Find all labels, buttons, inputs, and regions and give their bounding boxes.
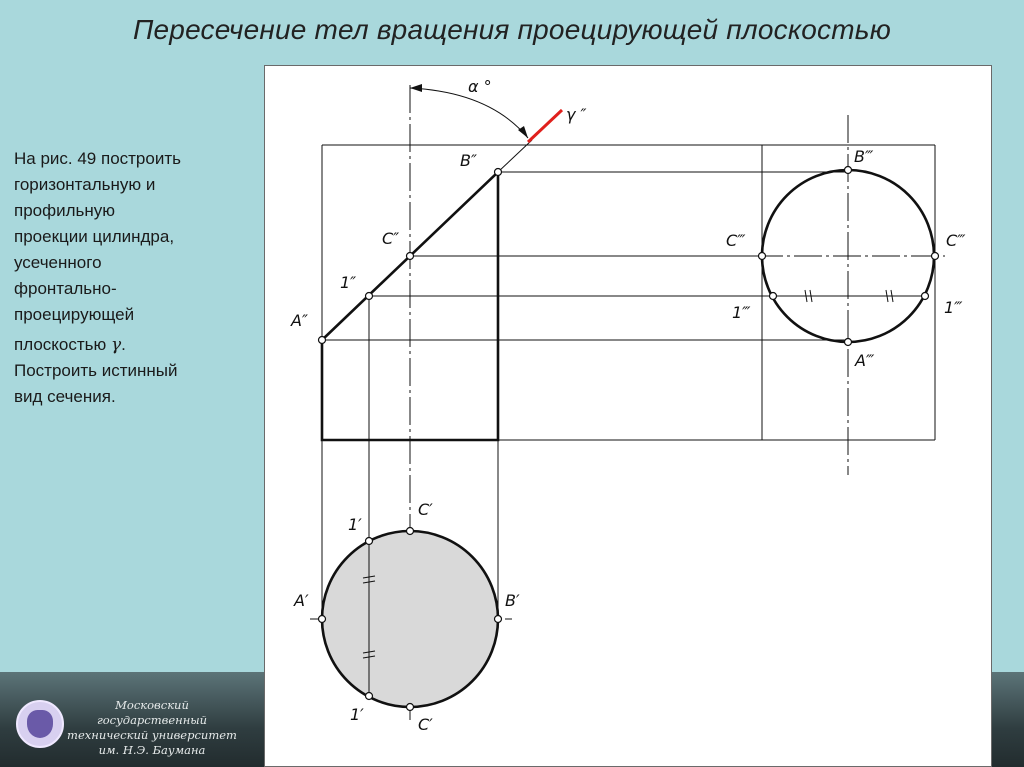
task-line: горизонтальную и: [14, 175, 156, 194]
plane-label: γ ″: [566, 105, 587, 124]
university-line: им. Н.Э. Баумана: [98, 743, 206, 757]
horizontal-section-circle: [322, 531, 498, 707]
point-marker: [495, 169, 502, 176]
task-line: профильную: [14, 201, 116, 220]
point-marker: [366, 693, 373, 700]
point-marker: [319, 616, 326, 623]
plane-trace-red: [528, 110, 562, 142]
label-1-profile-left: 1‴: [732, 303, 751, 322]
plane-prefix: плоскостью: [14, 335, 111, 354]
arrow-icon: [518, 126, 528, 138]
label-C-profile-left: C‴: [726, 231, 746, 250]
point-marker: [845, 339, 852, 346]
arrow-icon: [410, 84, 422, 92]
task-line: проекции цилиндра,: [14, 227, 175, 246]
label-C-horizontal-bottom: C′: [418, 715, 433, 734]
university-line: технический университет: [67, 728, 237, 742]
angle-label: α °: [468, 77, 492, 96]
point-marker: [759, 253, 766, 260]
label-C-frontal: C″: [382, 229, 400, 248]
point-marker: [922, 293, 929, 300]
point-marker: [845, 167, 852, 174]
point-marker: [407, 253, 414, 260]
task-line: усеченного: [14, 253, 102, 272]
point-marker: [366, 293, 373, 300]
task-line: Построить истинный: [14, 361, 178, 380]
point-marker: [495, 616, 502, 623]
label-B-frontal: B″: [460, 151, 477, 170]
task-line: вид сечения.: [14, 387, 116, 406]
task-line: На рис. 49 построить: [14, 149, 181, 168]
label-1-horizontal-top: 1′: [348, 515, 362, 534]
label-C-profile-right: C‴: [946, 231, 966, 250]
label-B-horizontal: B′: [505, 591, 520, 610]
point-marker: [319, 337, 326, 344]
label-B-profile: B‴: [854, 147, 874, 166]
university-line: Московский государственный: [96, 698, 208, 727]
label-1-frontal: 1″: [340, 273, 357, 292]
label-C-horizontal-top: C′: [418, 500, 433, 519]
point-marker: [932, 253, 939, 260]
point-marker: [366, 538, 373, 545]
plane-symbol: γ: [110, 335, 122, 355]
point-marker: [407, 704, 414, 711]
slide-title: Пересечение тел вращения проецирующей плоскостью: [133, 14, 891, 45]
point-marker: [407, 528, 414, 535]
task-line: проецирующей: [14, 305, 135, 324]
label-A-frontal: A″: [291, 311, 308, 330]
task-line: фронтально-: [14, 279, 117, 298]
plane-suffix: .: [121, 335, 126, 354]
label-A-horizontal: A′: [294, 591, 309, 610]
label-1-horizontal-bottom: 1′: [350, 705, 364, 724]
label-A-profile: A‴: [855, 351, 875, 370]
label-1-profile-right: 1‴: [944, 298, 963, 317]
point-marker: [770, 293, 777, 300]
